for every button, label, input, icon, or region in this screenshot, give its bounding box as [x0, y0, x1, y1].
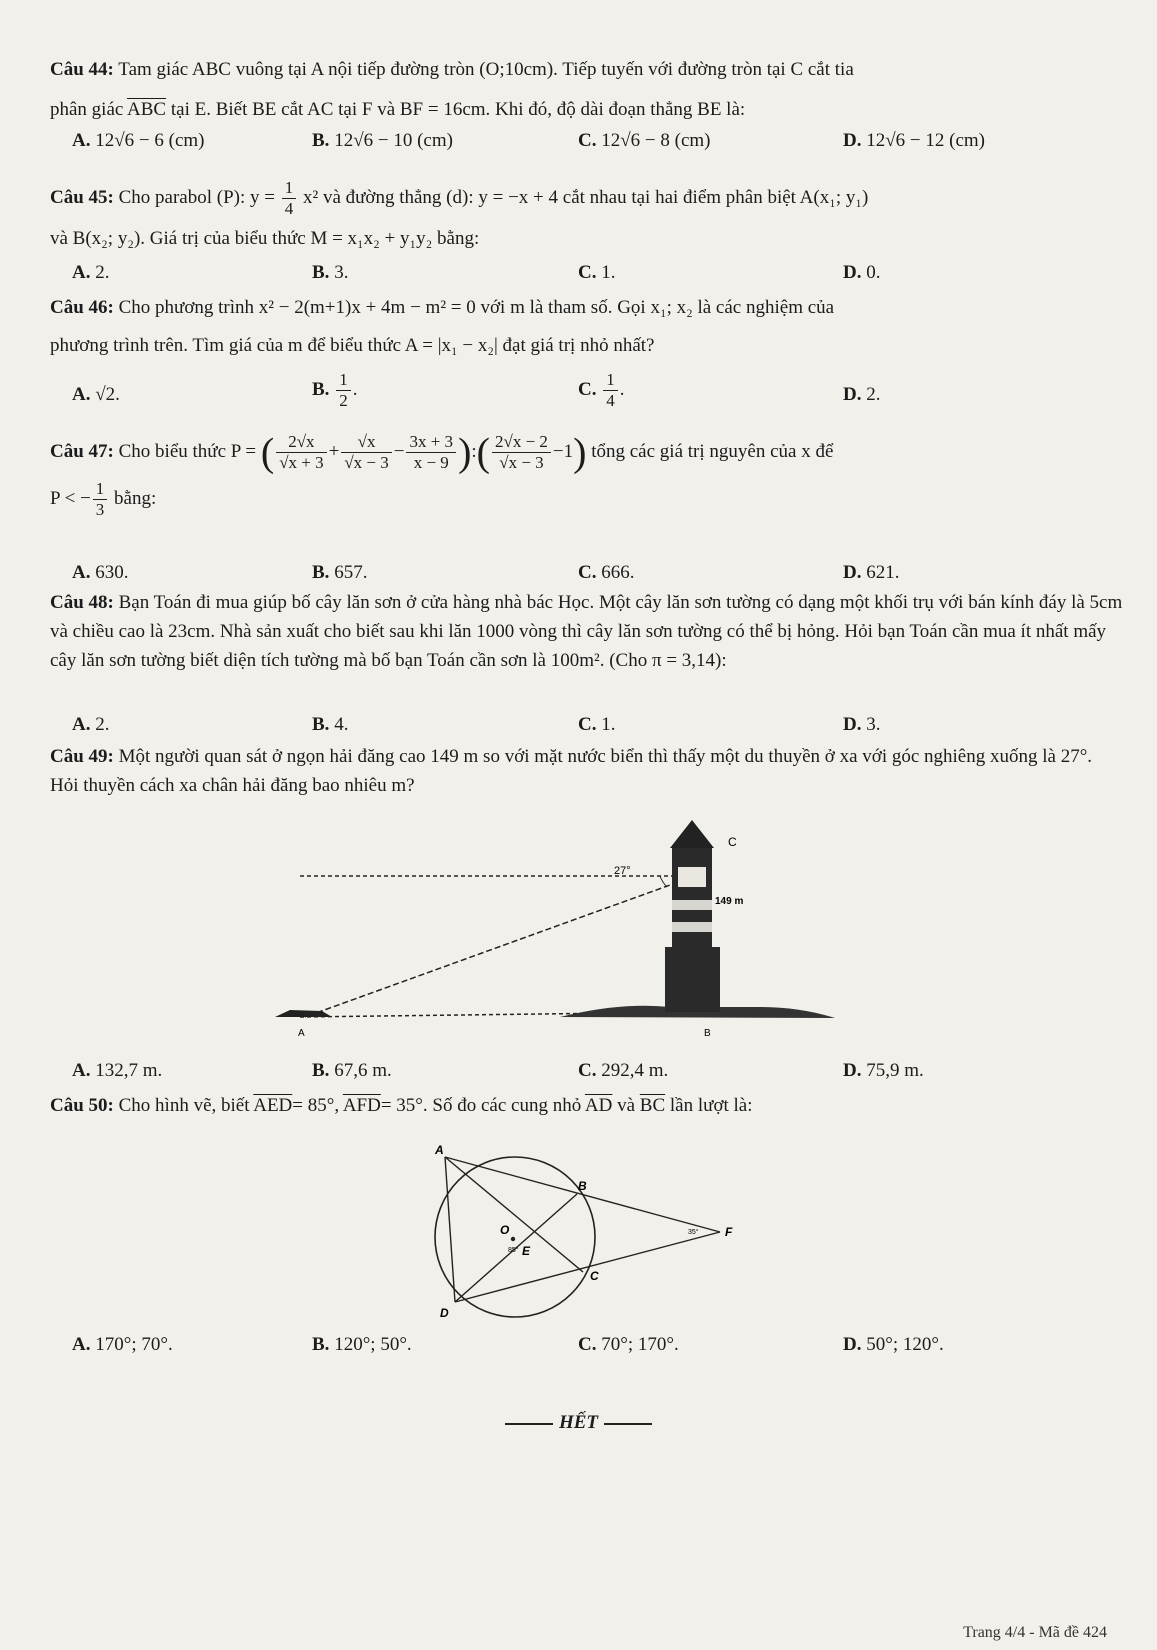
option-b[interactable]: B. $\frac{1}{2}$ .: [312, 370, 358, 410]
label-d: D: [440, 1306, 449, 1320]
arc-label: $\overline{AD}$: [584, 1095, 613, 1116]
question-text: và B(x₂; y₂). Giá trị của biểu thức M = x₁x₂ + y₁y₂ bằng:: [50, 228, 480, 249]
condition-text: P < −: [50, 487, 91, 509]
question-label: Câu 46:: [50, 297, 114, 318]
option-a[interactable]: A. √2.: [72, 384, 120, 405]
lighthouse-figure: [260, 812, 870, 1042]
boat: [275, 1010, 332, 1017]
option-d[interactable]: D. 2.: [843, 384, 881, 405]
option-c[interactable]: C. 70°; 170°.: [578, 1334, 679, 1355]
line-of-sight: [305, 876, 695, 1017]
question-text: Bạn Toán đi mua giúp bố cây lăn sơn ở cửa hàng nhà bác Học. Một cây lăn sơn tường có dạng một khối trụ với bán kính đáy là 5cm và chiều cao là 23cm. Nhà sản xuất cho biết sau khi lăn 1000 vòng thì cây lăn sơn tường có thể bị hỏng. Hỏi bạn Toán cần mua ít nhất mấy cây lăn sơn tường biết diện tích tường mà bố bạn Toán cần sơn là 100m². (Cho π = 3,14):: [50, 592, 1123, 671]
option-a[interactable]: A. 2.: [72, 714, 110, 735]
option-d[interactable]: D. 75,9 m.: [843, 1060, 924, 1081]
options-45: [50, 262, 1125, 292]
angle-label: 27°: [614, 865, 631, 877]
options-48: [50, 714, 1125, 744]
height-label: 149 m: [715, 896, 744, 907]
label-e: E: [522, 1244, 531, 1258]
label-a: A: [435, 1143, 444, 1157]
option-b[interactable]: B. 657.: [312, 562, 368, 583]
option-c[interactable]: C. 292,4 m.: [578, 1060, 669, 1081]
point-b-label: B: [704, 1028, 711, 1039]
option-c[interactable]: C. $\frac{1}{4}$ .: [578, 370, 625, 410]
options-44: [50, 130, 1125, 160]
option-c[interactable]: C. 12√6 − 8 (cm): [578, 130, 711, 151]
arc-label: $\overline{BC}$: [639, 1095, 666, 1116]
question-text: phân giác: [50, 99, 124, 120]
option-d[interactable]: D. 50°; 120°.: [843, 1334, 944, 1355]
option-a[interactable]: A. 170°; 70°.: [72, 1334, 173, 1355]
tower-stripe: [672, 900, 712, 910]
lantern-window: [678, 867, 706, 887]
option-c[interactable]: C. 666.: [578, 562, 635, 583]
question-text: Cho parabol (P): y =: [118, 186, 275, 208]
label-f: F: [725, 1225, 733, 1239]
option-d[interactable]: D. 0.: [843, 262, 881, 283]
question-text: x² và đường thẳng (d): y = −x + 4 cắt nhau tại hai điểm phân biệt A(x₁; y₁): [303, 186, 869, 208]
tower-stripe: [672, 922, 712, 932]
option-d[interactable]: D. 12√6 − 12 (cm): [843, 130, 985, 151]
question-text: tại E. Biết BE cắt AC tại F và BF = 16cm. Khi đó, độ dài đoạn thẳng BE là:: [170, 99, 746, 120]
question-text: tổng các giá trị nguyên của x để: [591, 440, 834, 462]
label-o: O: [500, 1223, 510, 1237]
question-label: Câu 45:: [50, 186, 114, 208]
fraction: $\frac{1}{4}$: [282, 178, 297, 219]
question-45: [50, 178, 1125, 253]
label-b: B: [578, 1179, 587, 1193]
question-text: Tam giác ABC vuông tại A nội tiếp đường tròn (O;10cm). Tiếp tuyến với đường tròn tại C cắt tia: [118, 59, 854, 80]
angle-e-label: 85°: [508, 1247, 519, 1254]
center-dot: [511, 1237, 515, 1241]
question-44: [50, 56, 1125, 124]
question-text: lần lượt là:: [669, 1095, 753, 1116]
question-50: Câu 50: Cho hình vẽ, biết $\overline{AED}= 85^\circ$, $\overline{AFD}= 35^\circ$. Số đo các cung nhỏ $\overline{AD}$ và $\overline{BC}$ lần lượt là:: [50, 1095, 753, 1116]
option-b[interactable]: B. 67,6 m.: [312, 1060, 392, 1081]
circle-figure: [410, 1142, 740, 1322]
chord-ac: [445, 1157, 583, 1272]
point-c-label: C: [728, 835, 737, 849]
line-af: [445, 1157, 720, 1232]
end-text: HẾT: [558, 1412, 599, 1433]
question-label: Câu 47:: [50, 440, 114, 462]
option-a[interactable]: A. 2.: [72, 262, 110, 283]
options-50: [50, 1334, 1125, 1364]
option-c[interactable]: C. 1.: [578, 262, 616, 283]
arc-label: $\overline{ABC}$: [127, 99, 167, 120]
question-text: Cho phương trình x² − 2(m+1)x + 4m − m² = 0 với m là tham số. Gọi x₁; x₂ là các nghiệm của: [118, 297, 835, 318]
question-text: Cho hình vẽ, biết: [118, 1095, 250, 1116]
option-a[interactable]: A. 12√6 − 6 (cm): [72, 130, 205, 151]
option-a[interactable]: A. 132,7 m.: [72, 1060, 163, 1081]
chord-ad: [445, 1157, 455, 1302]
option-d[interactable]: D. 621.: [843, 562, 900, 583]
question-text: Một người quan sát ở ngọn hải đăng cao 149 m so với mặt nước biển thì thấy một du thuyền ở xa với góc nghiêng xuống là 27°. Hỏi thuyền cách xa chân hải đăng bao nhiêu m?: [50, 746, 1093, 796]
circle-o: [435, 1157, 595, 1317]
arc-label: $\overline{AED}$: [253, 1095, 293, 1116]
option-a[interactable]: A. 630.: [72, 562, 129, 583]
option-b[interactable]: B. 120°; 50°.: [312, 1334, 412, 1355]
question-46: [50, 294, 1125, 360]
angle-arc: [660, 876, 667, 887]
lighthouse-roof: [670, 820, 714, 848]
question-label: Câu 50:: [50, 1095, 114, 1116]
options-49: [50, 1060, 1125, 1090]
question-47: Câu 47: Cho biểu thức P = ( $\frac{2√x}{√x + 3}$ + $\frac{√x}{√x - 3}$ − $\frac{3x + 3}{x - 9}$ ):( $\frac{2√x - 2}{√x - 3}$ −1) tổng các giá trị nguyên của x để P < − $\frac{1}{3}$ bằng:: [50, 429, 834, 519]
question-49: [50, 742, 1125, 800]
page-footer: Trang 4/4 - Mã đề 424: [963, 1624, 1107, 1641]
point-a-label: A: [298, 1028, 305, 1039]
question-label: Câu 48:: [50, 592, 114, 613]
option-b[interactable]: B. 12√6 − 10 (cm): [312, 130, 453, 151]
end-marker: [0, 1412, 1157, 1434]
question-text: Cho biểu thức P =: [118, 440, 257, 462]
question-48: [50, 588, 1125, 675]
question-text: bằng:: [114, 487, 157, 509]
label-c: C: [590, 1269, 599, 1283]
option-b[interactable]: B. 3.: [312, 262, 349, 283]
options-46: [50, 370, 1125, 414]
option-b[interactable]: B. 4.: [312, 714, 349, 735]
question-label: Câu 49:: [50, 746, 114, 767]
option-d[interactable]: D. 3.: [843, 714, 881, 735]
angle-f-label: 35°: [688, 1229, 699, 1236]
question-text: phương trình trên. Tìm giá của m để biểu thức A = |x₁ − x₂| đạt giá trị nhỏ nhất?: [50, 335, 655, 356]
arc-label: $\overline{AFD}$: [342, 1095, 381, 1116]
question-label: Câu 44:: [50, 59, 114, 80]
option-c[interactable]: C. 1.: [578, 714, 616, 735]
